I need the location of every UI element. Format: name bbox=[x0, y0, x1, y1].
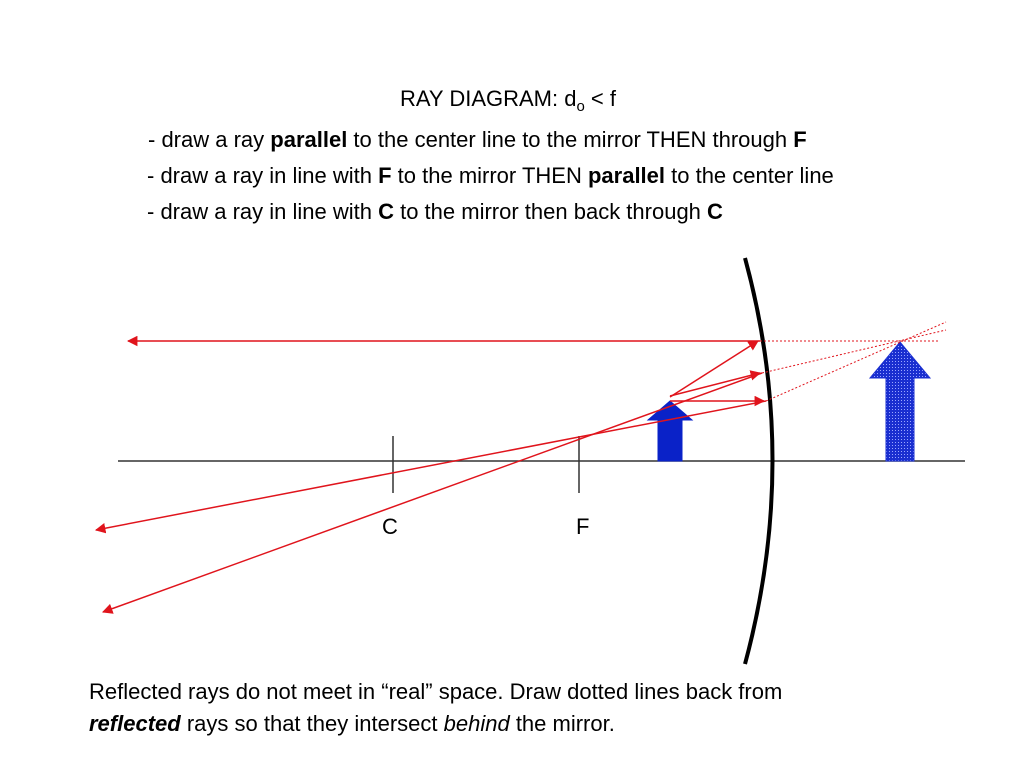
note-emphasis-reflected: reflected bbox=[89, 711, 181, 736]
title-prefix: RAY DIAGRAM: d bbox=[400, 86, 577, 111]
step2-text-c: to the center line bbox=[665, 163, 834, 188]
step1-text-b: to the center line to the mirror THEN through bbox=[347, 127, 794, 152]
step1-text-a: - draw a ray bbox=[148, 127, 271, 152]
ray3-reflected bbox=[103, 373, 762, 612]
explanation-note bbox=[89, 676, 782, 740]
virtual-image-arrow bbox=[870, 342, 930, 461]
step3-text-a: - draw a ray in line with bbox=[147, 199, 379, 224]
step3-text-b: to the mirror then back through bbox=[393, 199, 708, 224]
note-end: the mirror. bbox=[509, 711, 615, 736]
step2-text-a: - draw a ray in line with bbox=[147, 163, 379, 188]
note-mid: rays so that they intersect bbox=[180, 711, 444, 736]
ray1-reflected bbox=[96, 401, 766, 530]
step2-bold-a: F bbox=[378, 163, 392, 188]
step3-bold-a: C bbox=[378, 199, 394, 224]
title-suffix: < f bbox=[584, 86, 616, 111]
title-subscript: o bbox=[576, 98, 585, 115]
step3-bold-b: C bbox=[707, 199, 723, 224]
object-arrow bbox=[648, 401, 692, 461]
step1-bold-b: F bbox=[793, 127, 807, 152]
label-f: F bbox=[576, 514, 590, 539]
label-c: C bbox=[382, 514, 398, 539]
step2-bold-b: parallel bbox=[587, 163, 666, 188]
step2-text-b: to the mirror THEN bbox=[391, 163, 588, 188]
ray3-incident bbox=[670, 373, 760, 396]
note-line-1: Reflected rays do not meet in “real” space. Draw dotted lines back from bbox=[89, 679, 783, 704]
ray2-incident bbox=[670, 341, 758, 397]
note-emphasis-behind: behind bbox=[443, 711, 510, 736]
ray1-extension bbox=[766, 322, 946, 401]
step1-bold-a: parallel bbox=[270, 127, 348, 152]
